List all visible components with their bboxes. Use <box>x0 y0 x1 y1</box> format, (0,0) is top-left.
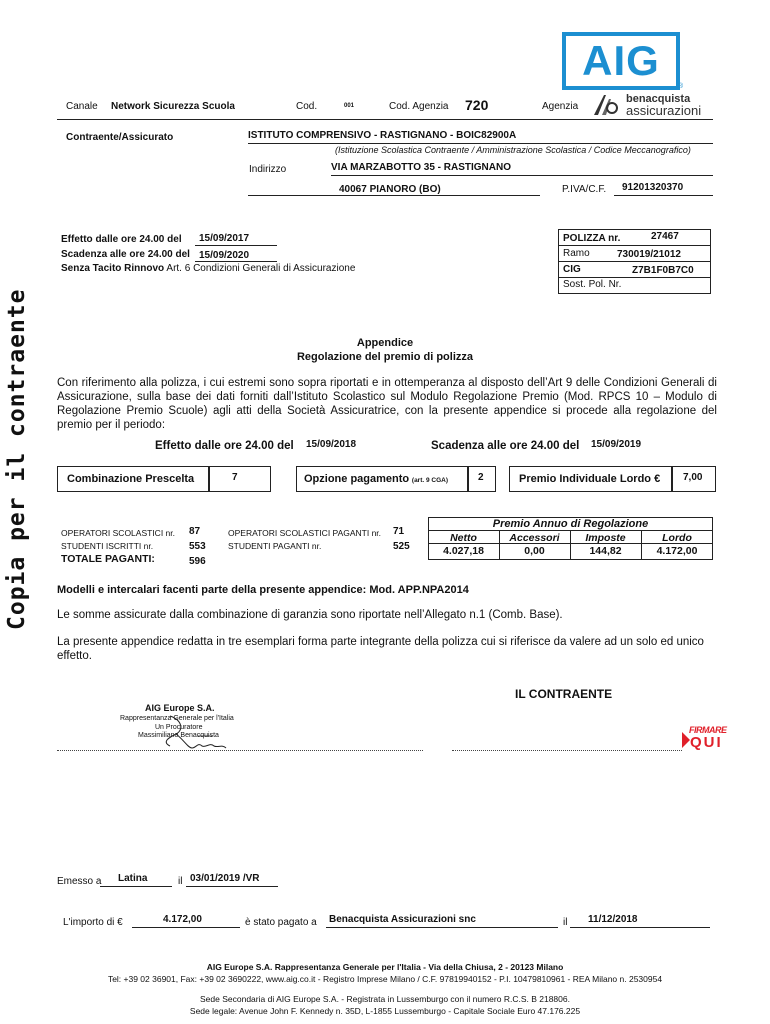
payment-il-underline <box>570 927 710 928</box>
agenzia-label: Agenzia <box>542 101 579 112</box>
op-pag-value: 71 <box>393 526 405 537</box>
sost-pol-label: Sost. Pol. Nr. <box>563 279 622 290</box>
indirizzo-value: VIA MARZABOTTO 35 - RASTIGNANO <box>331 162 512 173</box>
polizza-row1 <box>559 245 711 246</box>
pagato-label: è stato pagato a <box>245 917 317 928</box>
premio-value: 7,00 <box>683 472 703 483</box>
premio-label: Premio Individuale Lordo € <box>519 473 661 485</box>
emesso-value: Latina <box>118 873 148 884</box>
combinazione-value: 7 <box>232 472 238 483</box>
premio-annuo-title: Premio Annuo di Regolazione <box>492 518 649 530</box>
tacito-rinnovo <box>61 263 355 274</box>
header-imposte: Imposte <box>585 532 626 544</box>
emesso-label: Emesso a <box>57 876 102 887</box>
canale-label: Canale <box>66 101 98 112</box>
stud-iscr-label: STUDENTI ISCRITTI nr. <box>61 541 154 551</box>
stud-pag-label: STUDENTI PAGANTI nr. <box>228 541 322 551</box>
aig-signatory-name: AIG Europe S.A. <box>145 703 215 713</box>
piva-value: 91201320370 <box>622 182 684 193</box>
combinazione-value-box <box>209 466 271 492</box>
cod-value: 001 <box>344 103 355 109</box>
emesso-il-value: 03/01/2019 /VR <box>190 873 260 884</box>
cod-agenzia-label: Cod. Agenzia <box>389 101 449 112</box>
value-imposte: 144,82 <box>589 545 622 557</box>
polizza-row2 <box>559 261 711 262</box>
cig-value: Z7B1F0B7C0 <box>632 265 694 276</box>
opzione-note: (art. 9 CGA) <box>411 477 449 484</box>
opzione-value: 2 <box>478 472 484 483</box>
aig-logo-text: AIG <box>582 37 660 84</box>
indirizzo-label: Indirizzo <box>249 164 287 175</box>
aig-signature-line <box>57 750 423 751</box>
cod-agenzia-value: 720 <box>465 97 489 113</box>
footer-line-4: Sede legale: Avenue John F. Kennedy n. 35D, L-1855 Lussemburgo - Capitale Sociale Euro 47.176.225 <box>189 1006 581 1016</box>
intro-paragraph: Con riferimento alla polizza, i cui estremi sono sopra riportati e in ottemperanza al disposto dell’Art 9 delle Condizioni Generali di Assicurazione, sulla base dei dati forniti dall’Istituto Scolastico sul Modulo Regolazione Premio (Mod. RPCS 10 – Modulo di Regolazione Premio Scuole) agli atti della Società Assicuratrice, con la presente appendice si procede alla regolazione del premio per il periodo: <box>57 377 717 431</box>
payment-il-value: 11/12/2018 <box>588 914 638 925</box>
benacquista-name: benacquista <box>626 93 691 105</box>
totale-label: TOTALE PAGANTI: <box>61 553 155 565</box>
polizza-row3 <box>559 277 711 278</box>
op-scol-label: OPERATORI SCOLASTICI nr. <box>61 528 175 538</box>
importo-value: 4.172,00 <box>163 914 202 925</box>
polizza-nr-label: POLIZZA nr. <box>563 233 621 244</box>
opzione-label: Opzione pagamento <box>304 473 410 485</box>
presente-paragraph: La presente appendice redatta in tre esemplari forma parte integrante della polizza cui si riferisce da valere ad un solo ed unico effetto. <box>57 636 704 662</box>
opzione-label-wrap <box>304 473 448 485</box>
piva-underline <box>614 195 713 196</box>
contraente-signature-line <box>452 750 682 751</box>
firmare-text: FIRMARE <box>689 725 727 735</box>
modelli-line: Modelli e intercalari facenti parte della presente appendice: Mod. APP.NPA2014 <box>57 584 469 596</box>
contraente-label: Contraente/Assicurato <box>66 132 174 143</box>
polizza-nr: 27467 <box>651 231 679 242</box>
period-scadenza-label: Scadenza alle ore 24.00 del <box>431 440 580 452</box>
tacito-rest: Art. 6 Condizioni Generali di Assicurazione <box>166 263 356 274</box>
payment-il-label: il <box>563 917 568 928</box>
doc-subtitle: Regolazione del premio di polizza <box>296 351 474 363</box>
benacquista-mark-icon <box>592 93 618 117</box>
value-accessori: 0,00 <box>524 545 545 557</box>
aig-signatory-line2: Un Procuratore <box>155 724 203 731</box>
header-rule <box>57 119 713 120</box>
effetto-date: 15/09/2017 <box>199 233 250 244</box>
header-netto: Netto <box>450 532 477 544</box>
ramo-label: Ramo <box>563 248 590 259</box>
period-scadenza: 15/09/2019 <box>591 439 642 450</box>
aig-signatory-line3: Massimiliano Benacquista <box>138 732 219 739</box>
importo-underline <box>132 927 240 928</box>
footer-line-1: AIG Europe S.A. Rappresentanza Generale per l'Italia - Via della Chiusa, 2 - 20123 Milano <box>206 962 564 972</box>
registered-mark: ® <box>678 83 684 90</box>
emesso-underline <box>100 886 172 887</box>
emesso-il-label: il <box>178 876 183 887</box>
indirizzo-underline <box>331 175 713 176</box>
op-scol-value: 87 <box>189 526 201 537</box>
footer-line-2: Tel: +39 02 36901, Fax: +39 02 3690222, www.aig.co.it - Registro Imprese Milano / C.F. 97819940152 - P.I. 10479810961 - REA Milano n. 2530954 <box>107 974 663 984</box>
period-effetto-label: Effetto dalle ore 24.00 del <box>155 440 294 452</box>
ramo-value: 730019/21012 <box>617 249 681 260</box>
header-accessori: Accessori <box>509 532 560 544</box>
piva-label: P.IVA/C.F. <box>562 184 607 195</box>
canale-value: Network Sicurezza Scuola <box>111 101 235 112</box>
somme-line: Le somme assicurate dalla combinazione di garanzia sono riportate nell’Allegato n.1 (Comb. Base). <box>57 609 563 621</box>
effetto-underline <box>195 245 277 246</box>
benacquista-sub: assicurazioni <box>626 103 702 118</box>
contraente-signature-label: IL CONTRAENTE <box>515 687 613 701</box>
contraente-underline <box>248 143 713 144</box>
firmare-qui-badge <box>680 724 726 752</box>
benacquista-logo <box>592 93 716 117</box>
handwritten-signature <box>140 712 230 752</box>
cod-label: Cod. <box>296 101 318 112</box>
citta-underline <box>248 195 540 196</box>
scadenza-label: Scadenza alle ore 24.00 del <box>61 249 190 260</box>
scadenza-date: 15/09/2020 <box>199 250 250 261</box>
period-effetto: 15/09/2018 <box>306 439 357 450</box>
value-netto: 4.027,18 <box>443 545 484 557</box>
combinazione-label: Combinazione Prescelta <box>67 473 195 485</box>
importo-label: L'importo di € <box>63 917 123 928</box>
aig-logo <box>562 32 680 90</box>
doc-title: Appendice <box>356 337 414 349</box>
footer-line-3: Sede Secondaria di AIG Europe S.A. - Registrata in Lussemburgo con il numero R.C.S. B 218806. <box>200 994 570 1004</box>
pagato-value: Benacquista Assicurazioni snc <box>329 914 476 925</box>
pagato-underline <box>326 927 558 928</box>
scadenza-underline <box>195 261 277 262</box>
stud-pag-value: 525 <box>393 541 410 552</box>
effetto-label: Effetto dalle ore 24.00 del <box>61 234 182 245</box>
stud-iscr-value: 553 <box>189 541 206 552</box>
totale-value: 596 <box>189 556 206 567</box>
aig-signatory-line1: Rappresentanza Generale per l'Italia <box>120 715 234 722</box>
tacito-bold: Senza Tacito Rinnovo <box>61 263 165 274</box>
copy-for-contractor-stamp: Copia per il contraente <box>4 288 30 630</box>
citta-value: 40067 PIANORO (BO) <box>339 184 441 195</box>
emesso-il-underline <box>186 886 278 887</box>
value-lordo: 4.172,00 <box>656 545 698 557</box>
contraente-name: ISTITUTO COMPRENSIVO - RASTIGNANO - BOIC82900A <box>248 130 517 141</box>
contraente-note: (Istituzione Scolastica Contraente / Amministrazione Scolastica / Codice Meccanografico) <box>335 145 691 155</box>
op-pag-label: OPERATORI SCOLASTICI PAGANTI nr. <box>228 528 382 538</box>
cig-label: CIG <box>563 264 581 275</box>
header-lordo: Lordo <box>662 532 692 544</box>
qui-text: QUI <box>690 734 723 751</box>
